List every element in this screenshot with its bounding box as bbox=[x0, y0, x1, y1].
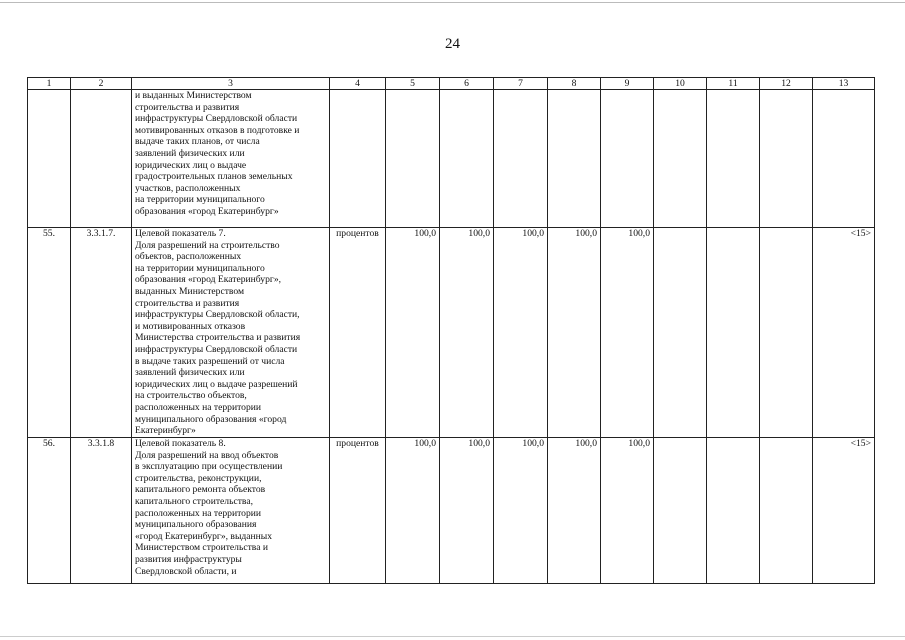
description-cell: Целевой показатель 8. Доля разрешений на ввод объектов в эксплуатацию при осуществлении строительства, реконструкции, капитального ремонта объектов капитального строительства, расположенных на территории муниципального образования «город Екатеринбург», выданных Министерством строительства и развития инфраструктуры Свердловской области, и bbox=[132, 438, 330, 584]
column-header: 13 bbox=[813, 78, 875, 90]
value-cell-8: 100,0 bbox=[548, 228, 601, 438]
row-number-cell: 56. bbox=[28, 438, 71, 584]
bottom-edge-line bbox=[0, 636, 905, 637]
value-cell-9: 100,0 bbox=[601, 438, 654, 584]
column-header: 2 bbox=[71, 78, 132, 90]
value-cell-10 bbox=[654, 90, 707, 228]
value-cell-7 bbox=[494, 90, 548, 228]
column-header: 8 bbox=[548, 78, 601, 90]
value-cell-11 bbox=[707, 228, 760, 438]
column-header: 5 bbox=[386, 78, 440, 90]
value-cell-12 bbox=[760, 228, 813, 438]
value-cell-7: 100,0 bbox=[494, 228, 548, 438]
value-cell-6: 100,0 bbox=[440, 438, 494, 584]
top-edge-line bbox=[0, 2, 905, 3]
value-cell-12 bbox=[760, 90, 813, 228]
value-cell-11 bbox=[707, 90, 760, 228]
value-cell-6 bbox=[440, 90, 494, 228]
page-number: 24 bbox=[445, 36, 460, 52]
value-cell-12 bbox=[760, 438, 813, 584]
row-number-cell bbox=[28, 90, 71, 228]
value-cell-8 bbox=[548, 90, 601, 228]
value-cell-5: 100,0 bbox=[386, 438, 440, 584]
column-header: 1 bbox=[28, 78, 71, 90]
value-cell-9 bbox=[601, 90, 654, 228]
value-cell-5: 100,0 bbox=[386, 228, 440, 438]
column-header: 4 bbox=[330, 78, 386, 90]
value-cell-8: 100,0 bbox=[548, 438, 601, 584]
row-number-cell: 55. bbox=[28, 228, 71, 438]
value-cell-10 bbox=[654, 228, 707, 438]
table-row-56 bbox=[28, 438, 875, 584]
unit-cell: процентов bbox=[330, 438, 386, 584]
column-header: 7 bbox=[494, 78, 548, 90]
code-cell: 3.3.1.7. bbox=[71, 228, 132, 438]
code-cell: 3.3.1.8 bbox=[71, 438, 132, 584]
unit-cell: процентов bbox=[330, 228, 386, 438]
indicators-table bbox=[27, 77, 875, 584]
column-header: 11 bbox=[707, 78, 760, 90]
unit-cell bbox=[330, 90, 386, 228]
column-header: 12 bbox=[760, 78, 813, 90]
description-cell: Целевой показатель 7. Доля разрешений на строительство объектов, расположенных на территории муниципального образования «город Екатеринбург», выданных Министерством строительства и развития инфраструктуры Свердловской области, и мотивированных отказов Министерства строительства и развития инфраструктуры Свердловской области в выдаче таких разрешений от числа заявлений физических или юридических лиц о выдаче разрешений на строительство объектов, расположенных на территории муниципального образования «город Екатеринбург» bbox=[132, 228, 330, 438]
value-cell-6: 100,0 bbox=[440, 228, 494, 438]
column-header: 3 bbox=[132, 78, 330, 90]
column-header: 9 bbox=[601, 78, 654, 90]
description-cell: и выданных Министерством строительства и развития инфраструктуры Свердловской области мотивированных отказов в подготовке и выдаче таких планов, от числа заявлений физических или юридических лиц о выдаче градостроительных планов земельных участков, расположенных на территории муниципального образования «город Екатеринбург» bbox=[132, 90, 330, 228]
value-cell-9: 100,0 bbox=[601, 228, 654, 438]
column-header: 6 bbox=[440, 78, 494, 90]
note-cell: <15> bbox=[813, 228, 875, 438]
header-row bbox=[28, 78, 875, 90]
note-cell bbox=[813, 90, 875, 228]
note-cell: <15> bbox=[813, 438, 875, 584]
column-header: 10 bbox=[654, 78, 707, 90]
value-cell-5 bbox=[386, 90, 440, 228]
value-cell-11 bbox=[707, 438, 760, 584]
value-cell-10 bbox=[654, 438, 707, 584]
table-row-55 bbox=[28, 228, 875, 438]
table-row-continuation bbox=[28, 90, 875, 228]
value-cell-7: 100,0 bbox=[494, 438, 548, 584]
code-cell bbox=[71, 90, 132, 228]
